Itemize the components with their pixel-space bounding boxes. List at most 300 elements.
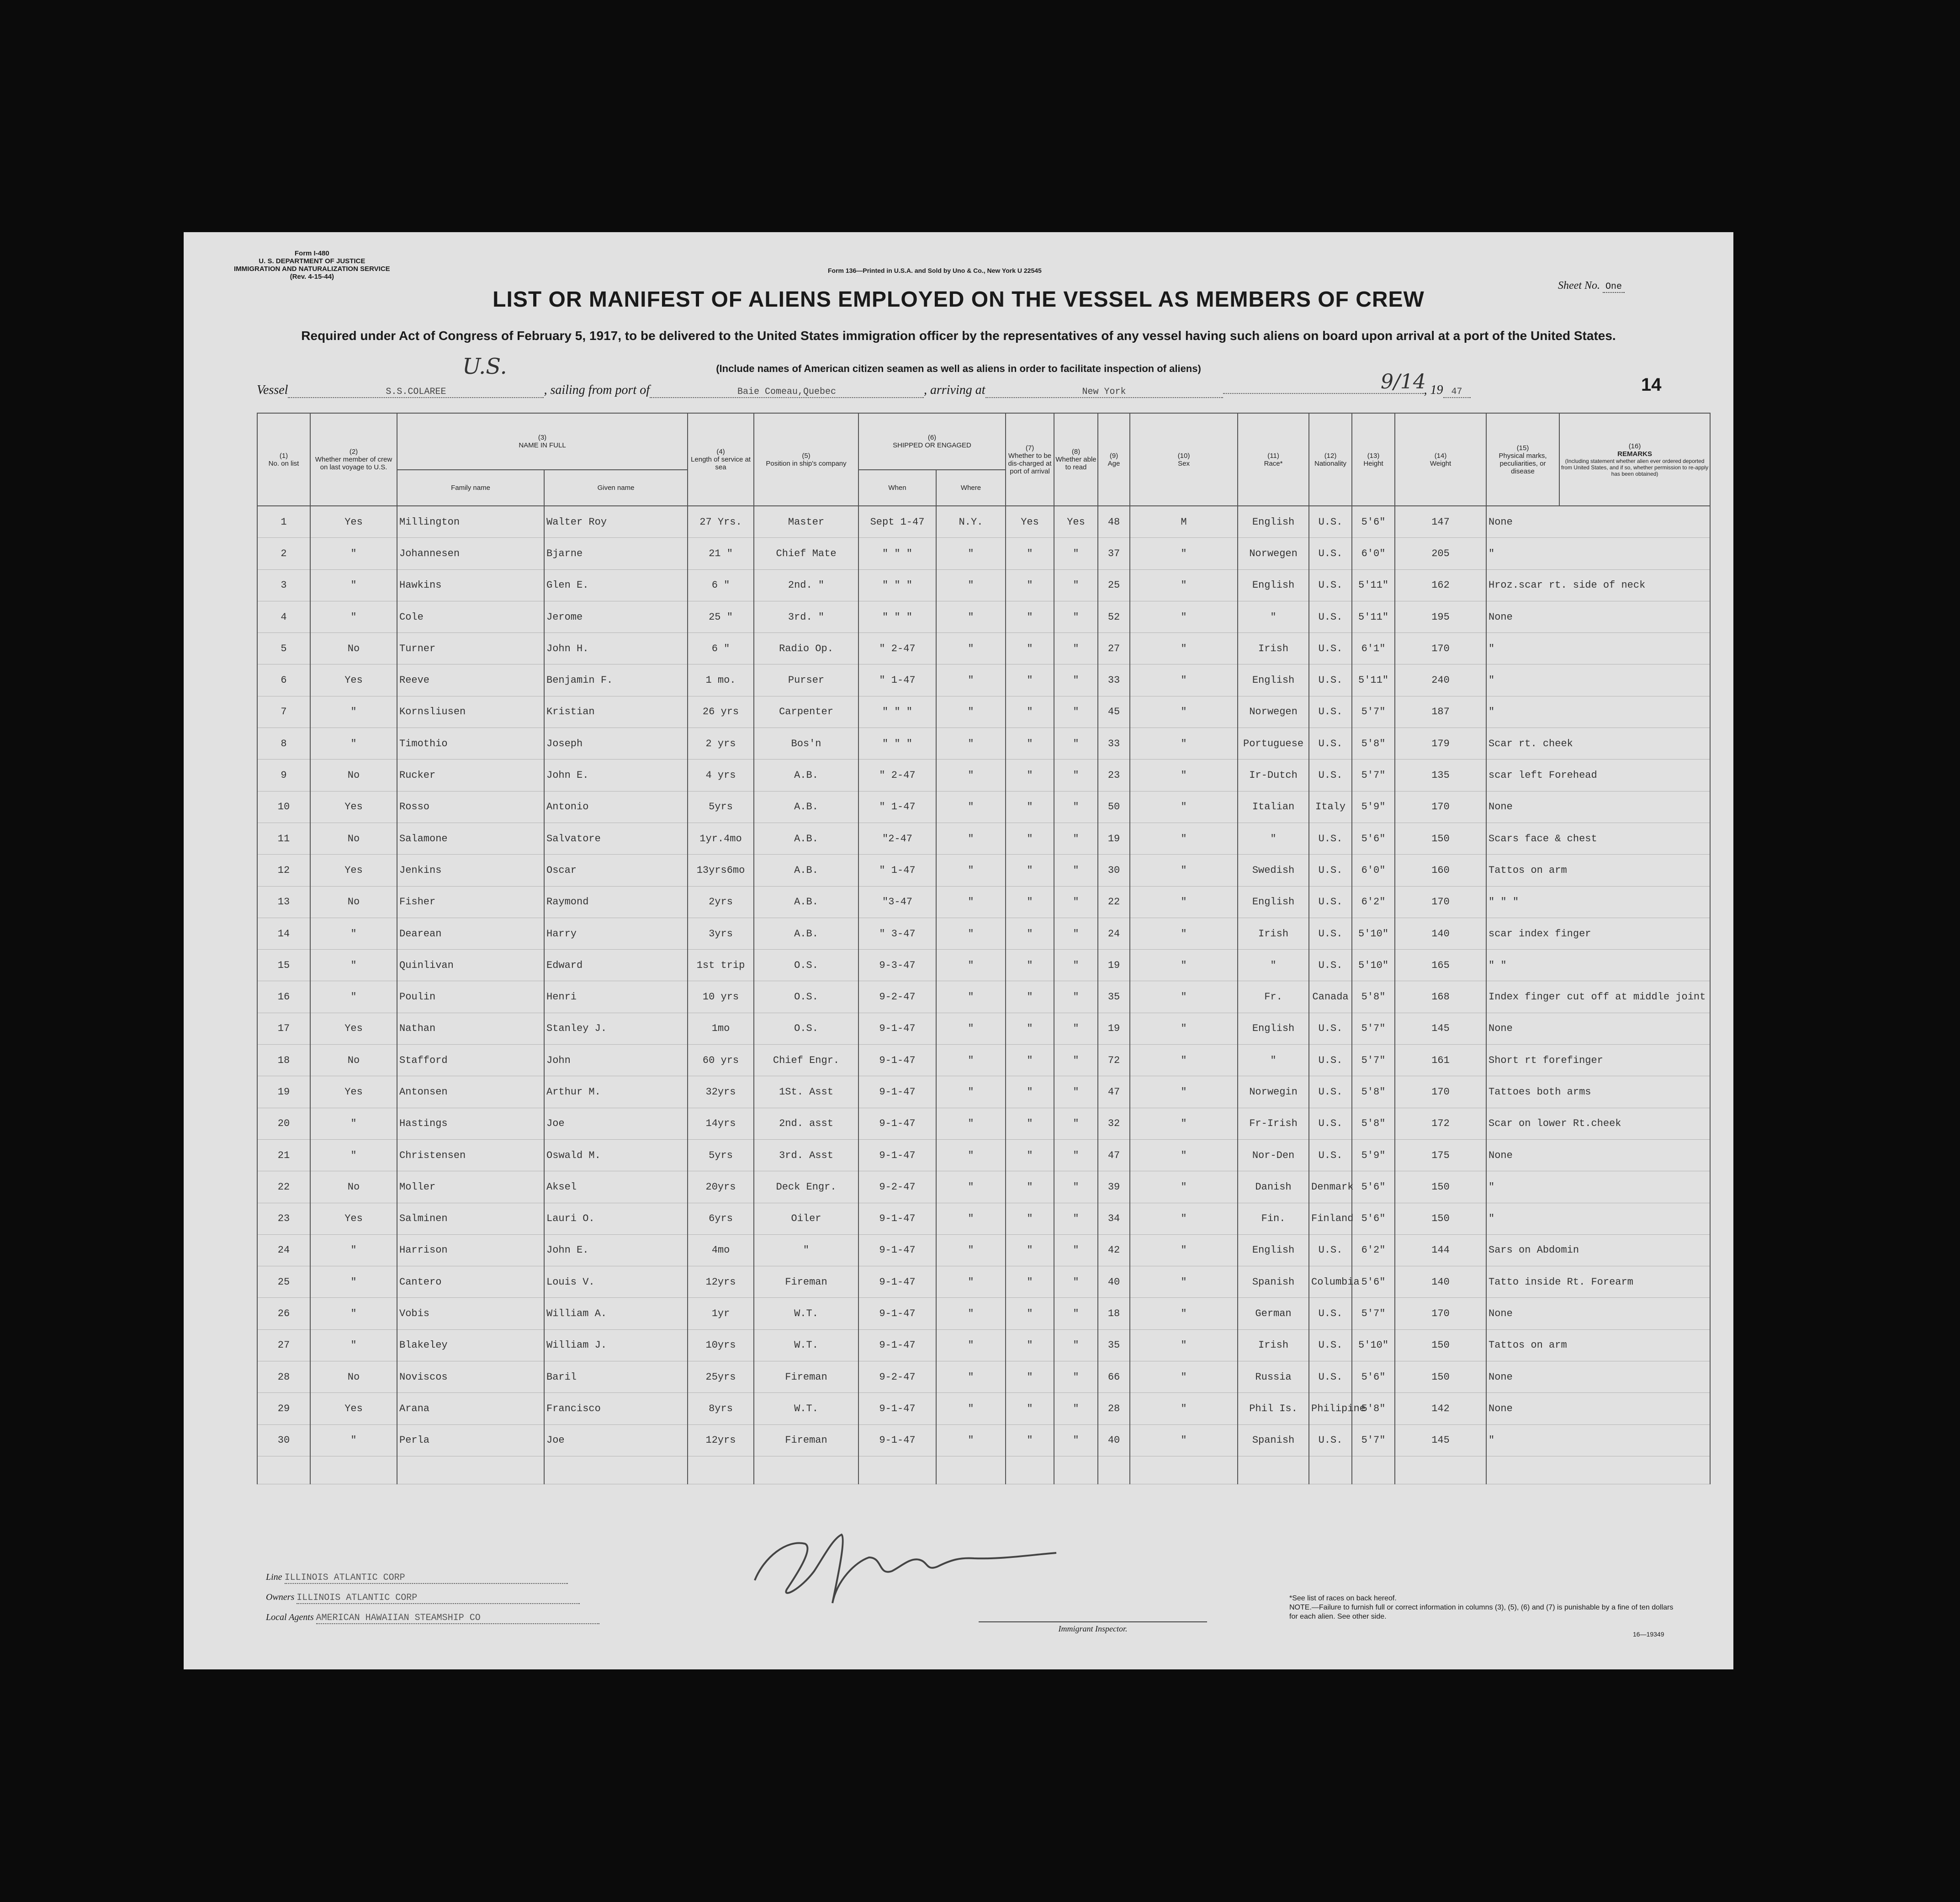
- table-row: [257, 823, 1710, 854]
- col-name-header: (3) NAME IN FULL: [397, 413, 688, 470]
- weight-cell: 144: [1395, 1234, 1486, 1266]
- last-voyage-cell: No: [310, 823, 397, 854]
- given-name-cell: Stanley J.: [544, 1013, 688, 1044]
- arriving-port: New York: [985, 387, 1223, 398]
- family-name-cell: Dearean: [397, 918, 544, 949]
- row-number-cell: 10: [257, 791, 310, 823]
- row-number-cell: 3: [257, 569, 310, 601]
- weight-cell: 150: [1395, 1203, 1486, 1234]
- shipped-where-cell: ": [936, 538, 1006, 569]
- height-cell: 5'10": [1352, 918, 1395, 949]
- last-voyage-cell: Yes: [310, 664, 397, 696]
- age-cell: 66: [1098, 1361, 1130, 1393]
- physical-marks-cell: None: [1486, 791, 1710, 823]
- shipped-when-cell: "3-47: [858, 886, 936, 918]
- physical-marks-cell: None: [1486, 601, 1710, 632]
- nationality-cell: U.S.: [1309, 1361, 1352, 1393]
- agents-field: [266, 1612, 599, 1624]
- able-to-read-cell: ": [1054, 1139, 1098, 1171]
- page-title: LIST OR MANIFEST OF ALIENS EMPLOYED ON THE VESSEL AS MEMBERS OF CREW: [493, 287, 1425, 312]
- shipped-where-cell: ": [936, 1424, 1006, 1456]
- discharged-cell: ": [1006, 1361, 1054, 1393]
- shipped-where-cell: ": [936, 1045, 1006, 1076]
- table-row: [257, 1424, 1710, 1456]
- inspector-label: Immigrant Inspector.: [979, 1621, 1207, 1634]
- blank-cell: [1006, 1456, 1054, 1484]
- race-cell: Danish: [1238, 1171, 1309, 1203]
- sex-cell: ": [1130, 1329, 1238, 1361]
- able-to-read-cell: ": [1054, 1329, 1098, 1361]
- race-cell: English: [1238, 664, 1309, 696]
- given-name-cell: John H.: [544, 633, 688, 664]
- discharged-cell: ": [1006, 1393, 1054, 1424]
- sex-cell: ": [1130, 1171, 1238, 1203]
- family-name-cell: Salminen: [397, 1203, 544, 1234]
- agents-label: Local Agents: [266, 1612, 314, 1622]
- able-to-read-cell: ": [1054, 981, 1098, 1013]
- table-row: [257, 760, 1710, 791]
- discharged-cell: ": [1006, 1298, 1054, 1329]
- form-agency-block: [234, 250, 390, 281]
- family-name-cell: Blakeley: [397, 1329, 544, 1361]
- form-label: Form I-480: [294, 250, 329, 257]
- physical-marks-cell: None: [1486, 1393, 1710, 1424]
- owners-value: ILLINOIS ATLANTIC CORP: [297, 1593, 580, 1604]
- shipped-when-cell: 9-1-47: [858, 1076, 936, 1108]
- table-row: [257, 506, 1710, 538]
- row-number-cell: 16: [257, 981, 310, 1013]
- race-cell: Swedish: [1238, 855, 1309, 886]
- age-cell: 35: [1098, 981, 1130, 1013]
- shipped-where-cell: ": [936, 823, 1006, 854]
- nationality-cell: Canada: [1309, 981, 1352, 1013]
- race-cell: Italian: [1238, 791, 1309, 823]
- sex-cell: ": [1130, 1013, 1238, 1044]
- age-cell: 47: [1098, 1076, 1130, 1108]
- table-row: [257, 1045, 1710, 1076]
- physical-marks-cell: ": [1486, 538, 1710, 569]
- given-name-cell: Walter Roy: [544, 506, 688, 538]
- length-of-service-cell: 4 yrs: [688, 760, 754, 791]
- race-cell: English: [1238, 886, 1309, 918]
- row-number-cell: 14: [257, 918, 310, 949]
- shipped-when-cell: 9-1-47: [858, 1203, 936, 1234]
- length-of-service-cell: 60 yrs: [688, 1045, 754, 1076]
- nationality-cell: Philipine: [1309, 1393, 1352, 1424]
- shipped-where-cell: ": [936, 569, 1006, 601]
- last-voyage-cell: No: [310, 1361, 397, 1393]
- given-name-cell: Louis V.: [544, 1266, 688, 1298]
- sex-cell: ": [1130, 791, 1238, 823]
- row-number-cell: 5: [257, 633, 310, 664]
- height-cell: 5'6": [1352, 1171, 1395, 1203]
- sex-cell: ": [1130, 601, 1238, 632]
- shipped-when-cell: " 1-47: [858, 791, 936, 823]
- nationality-cell: U.S.: [1309, 728, 1352, 760]
- length-of-service-cell: 1yr: [688, 1298, 754, 1329]
- race-cell: Norwegen: [1238, 696, 1309, 728]
- height-cell: 5'10": [1352, 1329, 1395, 1361]
- position-cell: O.S.: [754, 950, 858, 981]
- race-cell: Fr.: [1238, 981, 1309, 1013]
- age-cell: 34: [1098, 1203, 1130, 1234]
- table-row: [257, 1108, 1710, 1139]
- physical-marks-cell: None: [1486, 1013, 1710, 1044]
- weight-cell: 140: [1395, 1266, 1486, 1298]
- row-number-cell: 8: [257, 728, 310, 760]
- discharged-cell: ": [1006, 981, 1054, 1013]
- last-voyage-cell: ": [310, 981, 397, 1013]
- shipped-when-cell: 9-2-47: [858, 981, 936, 1013]
- nationality-cell: U.S.: [1309, 918, 1352, 949]
- shipped-where-cell: ": [936, 886, 1006, 918]
- physical-marks-cell: None: [1486, 506, 1710, 538]
- weight-cell: 140: [1395, 918, 1486, 949]
- nationality-cell: U.S.: [1309, 950, 1352, 981]
- race-cell: ": [1238, 601, 1309, 632]
- col-service-header: (4) Length of service at sea: [688, 413, 754, 506]
- height-cell: 6'2": [1352, 1234, 1395, 1266]
- length-of-service-cell: 4mo: [688, 1234, 754, 1266]
- row-number-cell: 12: [257, 855, 310, 886]
- length-of-service-cell: 25yrs: [688, 1361, 754, 1393]
- discharged-cell: ": [1006, 538, 1054, 569]
- shipped-where-cell: ": [936, 664, 1006, 696]
- age-cell: 39: [1098, 1171, 1130, 1203]
- include-note: (Include names of American citizen seamen as well as aliens in order to facilitate inspection of aliens): [716, 363, 1201, 374]
- position-cell: O.S.: [754, 981, 858, 1013]
- row-number-cell: 27: [257, 1329, 310, 1361]
- nationality-cell: U.S.: [1309, 633, 1352, 664]
- row-number-cell: 2: [257, 538, 310, 569]
- col-family-name-header: Family name: [397, 470, 544, 506]
- blank-cell: [936, 1456, 1006, 1484]
- height-cell: 5'11": [1352, 664, 1395, 696]
- col-read-header: (8) Whether able to read: [1054, 413, 1098, 506]
- race-cell: English: [1238, 569, 1309, 601]
- footer-notes: [1289, 1594, 1678, 1621]
- blank-cell: [1352, 1456, 1395, 1484]
- last-voyage-cell: No: [310, 1171, 397, 1203]
- date-blank: [1223, 393, 1424, 394]
- line-value: ILLINOIS ATLANTIC CORP: [285, 1573, 568, 1584]
- position-cell: A.B.: [754, 886, 858, 918]
- race-cell: ": [1238, 950, 1309, 981]
- blank-cell: [1486, 1456, 1710, 1484]
- last-voyage-cell: Yes: [310, 791, 397, 823]
- physical-marks-cell: None: [1486, 1361, 1710, 1393]
- shipped-when-cell: 9-1-47: [858, 1013, 936, 1044]
- position-cell: Fireman: [754, 1361, 858, 1393]
- vessel-line: [257, 383, 1471, 398]
- nationality-cell: U.S.: [1309, 1013, 1352, 1044]
- last-voyage-cell: ": [310, 918, 397, 949]
- physical-marks-cell: Scar on lower Rt.cheek: [1486, 1108, 1710, 1139]
- weight-cell: 145: [1395, 1013, 1486, 1044]
- year-prefix: , 19: [1424, 383, 1443, 397]
- shipped-where-cell: ": [936, 1234, 1006, 1266]
- discharged-cell: ": [1006, 1076, 1054, 1108]
- given-name-cell: Lauri O.: [544, 1203, 688, 1234]
- length-of-service-cell: 1yr.4mo: [688, 823, 754, 854]
- shipped-where-cell: ": [936, 1108, 1006, 1139]
- race-cell: English: [1238, 1234, 1309, 1266]
- age-cell: 27: [1098, 633, 1130, 664]
- given-name-cell: William A.: [544, 1298, 688, 1329]
- position-cell: Radio Op.: [754, 633, 858, 664]
- blank-cell: [310, 1456, 397, 1484]
- arriving-label: , arriving at: [923, 383, 985, 397]
- discharged-cell: ": [1006, 1045, 1054, 1076]
- length-of-service-cell: 27 Yrs.: [688, 506, 754, 538]
- length-of-service-cell: 32yrs: [688, 1076, 754, 1108]
- nationality-cell: U.S.: [1309, 538, 1352, 569]
- position-cell: 3rd. ": [754, 601, 858, 632]
- length-of-service-cell: 26 yrs: [688, 696, 754, 728]
- weight-cell: 172: [1395, 1108, 1486, 1139]
- last-voyage-cell: ": [310, 1108, 397, 1139]
- last-voyage-cell: ": [310, 1139, 397, 1171]
- height-cell: 5'8": [1352, 981, 1395, 1013]
- form-revision: (Rev. 4-15-44): [290, 273, 334, 281]
- handwritten-us: U.S.: [462, 354, 507, 379]
- able-to-read-cell: ": [1054, 664, 1098, 696]
- weight-cell: 150: [1395, 1171, 1486, 1203]
- able-to-read-cell: ": [1054, 1203, 1098, 1234]
- shipped-where-cell: ": [936, 696, 1006, 728]
- printer-note: Form 136—Printed in U.S.A. and Sold by Uno & Co., New York U 22545: [828, 267, 1042, 274]
- table-row: [257, 981, 1710, 1013]
- height-cell: 5'9": [1352, 791, 1395, 823]
- physical-marks-cell: Scar rt. cheek: [1486, 728, 1710, 760]
- physical-marks-cell: ": [1486, 696, 1710, 728]
- blank-cell: [858, 1456, 936, 1484]
- position-cell: Fireman: [754, 1424, 858, 1456]
- given-name-cell: Bjarne: [544, 538, 688, 569]
- position-cell: Purser: [754, 664, 858, 696]
- height-cell: 6'1": [1352, 633, 1395, 664]
- given-name-cell: Raymond: [544, 886, 688, 918]
- last-voyage-cell: Yes: [310, 1013, 397, 1044]
- shipped-when-cell: "2-47: [858, 823, 936, 854]
- family-name-cell: Turner: [397, 633, 544, 664]
- row-number-cell: 20: [257, 1108, 310, 1139]
- service-name: IMMIGRATION AND NATURALIZATION SERVICE: [234, 265, 390, 273]
- races-note: *See list of races on back hereof.: [1289, 1594, 1397, 1602]
- sex-cell: ": [1130, 1045, 1238, 1076]
- sex-cell: ": [1130, 538, 1238, 569]
- sheet-label: Sheet No.: [1558, 280, 1600, 292]
- position-cell: A.B.: [754, 791, 858, 823]
- shipped-where-cell: ": [936, 950, 1006, 981]
- length-of-service-cell: 1mo: [688, 1013, 754, 1044]
- table-row: [257, 1171, 1710, 1203]
- discharged-cell: Yes: [1006, 506, 1054, 538]
- position-cell: Bos'n: [754, 728, 858, 760]
- position-cell: ": [754, 1234, 858, 1266]
- race-cell: Irish: [1238, 918, 1309, 949]
- sex-cell: ": [1130, 981, 1238, 1013]
- shipped-when-cell: " " ": [858, 728, 936, 760]
- weight-cell: 150: [1395, 1361, 1486, 1393]
- nationality-cell: U.S.: [1309, 1298, 1352, 1329]
- discharged-cell: ": [1006, 855, 1054, 886]
- table-row: [257, 1329, 1710, 1361]
- length-of-service-cell: 13yrs6mo: [688, 855, 754, 886]
- height-cell: 5'8": [1352, 1076, 1395, 1108]
- family-name-cell: Hastings: [397, 1108, 544, 1139]
- able-to-read-cell: ": [1054, 1045, 1098, 1076]
- table-row: [257, 601, 1710, 632]
- vessel-label: Vessel: [257, 383, 288, 397]
- last-voyage-cell: No: [310, 760, 397, 791]
- position-cell: Chief Mate: [754, 538, 858, 569]
- line-label: Line: [266, 1572, 282, 1582]
- inspector-signature: [746, 1512, 1065, 1612]
- nationality-cell: U.S.: [1309, 601, 1352, 632]
- table-row: [257, 728, 1710, 760]
- family-name-cell: Noviscos: [397, 1361, 544, 1393]
- row-number-cell: 23: [257, 1203, 310, 1234]
- nationality-cell: U.S.: [1309, 1108, 1352, 1139]
- physical-marks-cell: ": [1486, 1171, 1710, 1203]
- nationality-cell: U.S.: [1309, 506, 1352, 538]
- last-voyage-cell: ": [310, 1234, 397, 1266]
- discharged-cell: ": [1006, 791, 1054, 823]
- height-cell: 5'9": [1352, 1139, 1395, 1171]
- length-of-service-cell: 6 ": [688, 569, 754, 601]
- row-number-cell: 4: [257, 601, 310, 632]
- owners-field: [266, 1592, 580, 1604]
- shipped-when-cell: Sept 1-47: [858, 506, 936, 538]
- age-cell: 28: [1098, 1393, 1130, 1424]
- length-of-service-cell: 5yrs: [688, 1139, 754, 1171]
- physical-marks-cell: Tattos on arm: [1486, 855, 1710, 886]
- sex-cell: ": [1130, 633, 1238, 664]
- race-cell: Spanish: [1238, 1266, 1309, 1298]
- height-cell: 5'7": [1352, 1045, 1395, 1076]
- race-cell: ": [1238, 823, 1309, 854]
- last-voyage-cell: Yes: [310, 1393, 397, 1424]
- family-name-cell: Rucker: [397, 760, 544, 791]
- table-row: [257, 918, 1710, 949]
- discharged-cell: ": [1006, 950, 1054, 981]
- discharged-cell: ": [1006, 1424, 1054, 1456]
- last-voyage-cell: ": [310, 1329, 397, 1361]
- family-name-cell: Perla: [397, 1424, 544, 1456]
- family-name-cell: Stafford: [397, 1045, 544, 1076]
- race-cell: Ir-Dutch: [1238, 760, 1309, 791]
- age-cell: 40: [1098, 1424, 1130, 1456]
- age-cell: 37: [1098, 538, 1130, 569]
- age-cell: 23: [1098, 760, 1130, 791]
- sex-cell: ": [1130, 1361, 1238, 1393]
- physical-marks-cell: " ": [1486, 950, 1710, 981]
- discharged-cell: ": [1006, 886, 1054, 918]
- sex-cell: ": [1130, 728, 1238, 760]
- col-no-header: (1) No. on list: [257, 413, 310, 506]
- manifest-sheet: [184, 232, 1733, 1669]
- sex-cell: ": [1130, 1139, 1238, 1171]
- family-name-cell: Hawkins: [397, 569, 544, 601]
- shipped-when-cell: " 2-47: [858, 633, 936, 664]
- row-number-cell: 7: [257, 696, 310, 728]
- weight-cell: 170: [1395, 1298, 1486, 1329]
- physical-marks-cell: ": [1486, 1203, 1710, 1234]
- shipped-when-cell: " 1-47: [858, 664, 936, 696]
- given-name-cell: Oscar: [544, 855, 688, 886]
- height-cell: 6'0": [1352, 538, 1395, 569]
- table-row: [257, 1203, 1710, 1234]
- handwritten-date: 9/14: [1381, 370, 1426, 393]
- position-cell: Oiler: [754, 1203, 858, 1234]
- discharged-cell: ": [1006, 1139, 1054, 1171]
- given-name-cell: Salvatore: [544, 823, 688, 854]
- able-to-read-cell: ": [1054, 1234, 1098, 1266]
- nationality-cell: U.S.: [1309, 823, 1352, 854]
- given-name-cell: John: [544, 1045, 688, 1076]
- shipped-when-cell: 9-2-47: [858, 1361, 936, 1393]
- family-name-cell: Moller: [397, 1171, 544, 1203]
- discharged-cell: ": [1006, 823, 1054, 854]
- physical-marks-cell: Tatto inside Rt. Forearm: [1486, 1266, 1710, 1298]
- position-cell: 1St. Asst: [754, 1076, 858, 1108]
- age-cell: 48: [1098, 506, 1130, 538]
- row-number-cell: 11: [257, 823, 310, 854]
- family-name-cell: Cantero: [397, 1266, 544, 1298]
- given-name-cell: Arthur M.: [544, 1076, 688, 1108]
- height-cell: 5'6": [1352, 823, 1395, 854]
- nationality-cell: U.S.: [1309, 855, 1352, 886]
- sex-cell: ": [1130, 1424, 1238, 1456]
- shipped-where-cell: ": [936, 981, 1006, 1013]
- race-cell: ": [1238, 1045, 1309, 1076]
- table-row: [257, 1393, 1710, 1424]
- length-of-service-cell: 21 ": [688, 538, 754, 569]
- length-of-service-cell: 20yrs: [688, 1171, 754, 1203]
- family-name-cell: Harrison: [397, 1234, 544, 1266]
- family-name-cell: Fisher: [397, 886, 544, 918]
- shipped-when-cell: 9-2-47: [858, 1171, 936, 1203]
- age-cell: 19: [1098, 950, 1130, 981]
- family-name-cell: Rosso: [397, 791, 544, 823]
- nationality-cell: Italy: [1309, 791, 1352, 823]
- able-to-read-cell: ": [1054, 1424, 1098, 1456]
- length-of-service-cell: 14yrs: [688, 1108, 754, 1139]
- table-row: [257, 569, 1710, 601]
- shipped-when-cell: 9-3-47: [858, 950, 936, 981]
- given-name-cell: Francisco: [544, 1393, 688, 1424]
- able-to-read-cell: ": [1054, 760, 1098, 791]
- sex-cell: ": [1130, 886, 1238, 918]
- department-name: U. S. DEPARTMENT OF JUSTICE: [259, 257, 366, 265]
- height-cell: 6'0": [1352, 855, 1395, 886]
- position-cell: A.B.: [754, 918, 858, 949]
- last-voyage-cell: ": [310, 1298, 397, 1329]
- nationality-cell: U.S.: [1309, 696, 1352, 728]
- age-cell: 19: [1098, 823, 1130, 854]
- family-name-cell: Kornsliusen: [397, 696, 544, 728]
- last-voyage-cell: ": [310, 601, 397, 632]
- weight-cell: 175: [1395, 1139, 1486, 1171]
- height-cell: 5'8": [1352, 1108, 1395, 1139]
- line-field: [266, 1572, 568, 1584]
- family-name-cell: Timothio: [397, 728, 544, 760]
- race-cell: Nor-Den: [1238, 1139, 1309, 1171]
- able-to-read-cell: ": [1054, 696, 1098, 728]
- discharged-cell: ": [1006, 1203, 1054, 1234]
- nationality-cell: U.S.: [1309, 886, 1352, 918]
